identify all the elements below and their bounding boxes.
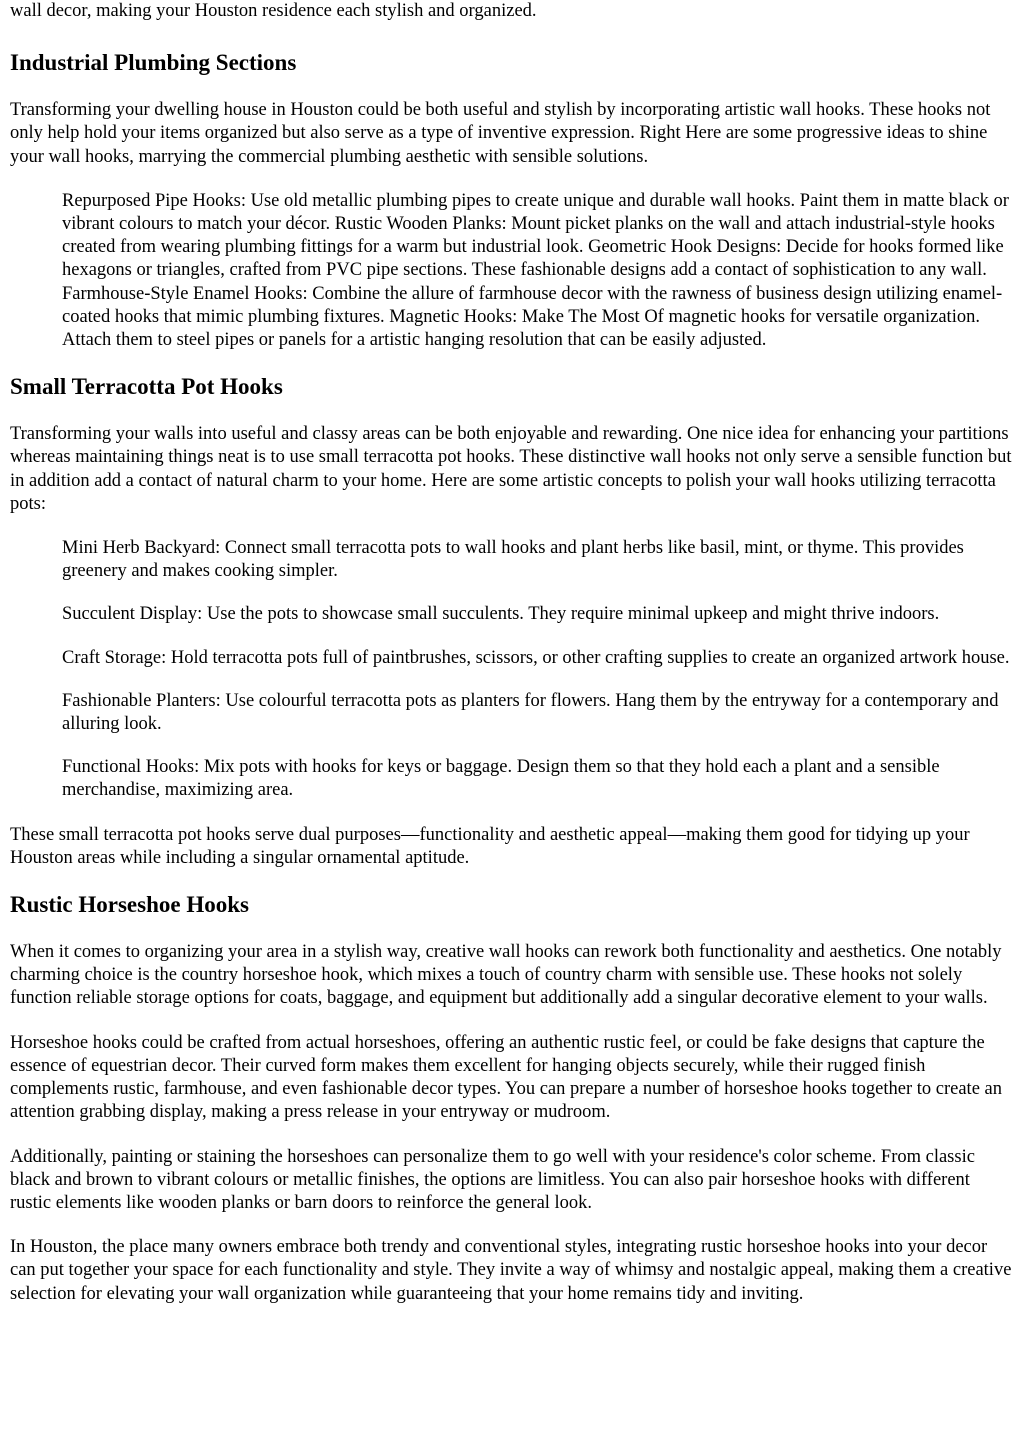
quote-paragraph: Craft Storage: Hold terracotta pots full of paintbrushes, scissors, or other crafting supplies to create an organized artwork house. <box>62 647 1010 668</box>
section-intro: Transforming your walls into useful and classy areas can be both enjoyable and rewarding. One nice idea for enhancing your partitions whereas maintaining things neat is to use small terracotta pot hooks. These distinctive wall hooks not only serve a sensible function but in addition add a contact of natural charm to your home. Here are some artistic concepts to polish your wall hooks utilizing terracotta pots: <box>10 424 1012 514</box>
quote-paragraph: Succulent Display: Use the pots to showcase small succulents. They require minimal upkeep and might thrive indoors. <box>62 604 940 625</box>
quote-paragraph: Repurposed Pipe Hooks: Use old metallic plumbing pipes to create unique and durable wall hooks. Paint them in matte black or vibrant colours to match your décor. Rustic Wooden Planks: Mount picket planks on the wall and attach industrial-style hooks created from wearing plumbing fittings for a warm but industrial look. Geometric Hook Designs: Decide for hooks formed like hexagons or triangles, crafted from PVC pipe sections. These fashionable designs add a contact of sophistication to any wall. Farmhouse-Style Enamel Hooks: Combine the allure of farmhouse decor with the rawness of business design utilizing enamel-coated hooks that mimic plumbing fixtures. Magnetic Hooks: Make The Most Of magnetic hooks for versatile organization. Attach them to steel pipes or panels for a artistic hanging resolution that can be easily adjusted. <box>62 190 1009 351</box>
section-paragraph: In Houston, the place many owners embrace both trendy and conventional styles, integrating rustic horseshoe hooks into your decor can put together your space for each functionality and style. They invite a way of whimsy and nostalgic appeal, making them a creative selection for elevating your wall organization while guaranteeing that your home remains tidy and inviting. <box>10 1237 1012 1304</box>
section-paragraph: Horseshoe hooks could be crafted from actual horseshoes, offering an authentic rustic feel, or could be fake designs that capture the essence of equestrian decor. Their curved form makes them excellent for hanging objects securely, while their rugged finish complements rustic, farmhouse, and even fashionable decor types. You can prepare a number of horseshoe hooks together to create an attention grabbing display, making a press release in your entryway or mudroom. <box>10 1032 1002 1123</box>
section-heading: Industrial Plumbing Sections <box>10 50 297 76</box>
section-terracotta-pot <box>10 373 1014 870</box>
quote-paragraph: Functional Hooks: Mix pots with hooks for keys or baggage. Design them so that they hold each a plant and a sensible merchandise, maximizing area. <box>62 757 940 801</box>
section-outro: These small terracotta pot hooks serve dual purposes—functionality and aesthetic appeal—making them good for tidying up your Houston areas while including a singular ornamental aptitude. <box>10 824 970 868</box>
intro-fragment: wall decor, making your Houston residence each stylish and organized. <box>10 1 537 21</box>
section-paragraph: Additionally, painting or staining the horseshoes can personalize them to go well with your residence's color scheme. From classic black and brown to vibrant colours or metallic finishes, the options are limitless. You can also pair horseshoe hooks with different rustic elements like wooden planks or barn doors to reinforce the general look. <box>10 1146 975 1213</box>
section-horseshoe <box>10 891 1014 1306</box>
quote-paragraph: Fashionable Planters: Use colourful terracotta pots as planters for flowers. Hang them by the entryway for a contemporary and alluring look. <box>62 690 999 735</box>
section-paragraph: When it comes to organizing your area in a stylish way, creative wall hooks can rework both functionality and aesthetics. One notably charming choice is the country horseshoe hook, which mixes a touch of country charm with sensible use. These hooks not solely function reliable storage options for coats, baggage, and equipment but additionally add a singular decorative element to your walls. <box>10 942 1002 1009</box>
section-quote <box>10 190 1014 352</box>
section-heading: Small Terracotta Pot Hooks <box>10 374 283 400</box>
section-industrial-plumbing <box>10 49 1014 352</box>
quote-paragraph: Mini Herb Backyard: Connect small terracotta pots to wall hooks and plant herbs like basil, mint, or thyme. This provides greenery and makes cooking simpler. <box>62 538 964 582</box>
section-heading: Rustic Horseshoe Hooks <box>10 892 249 918</box>
section-intro: Transforming your dwelling house in Houston could be both useful and stylish by incorporating artistic wall hooks. These hooks not only help hold your items organized but also serve as a type of inventive expression. Right Here are some progressive ideas to shine your wall hooks, marrying the commercial plumbing aesthetic with sensible solutions. <box>10 100 991 167</box>
section-quote <box>10 537 1014 803</box>
